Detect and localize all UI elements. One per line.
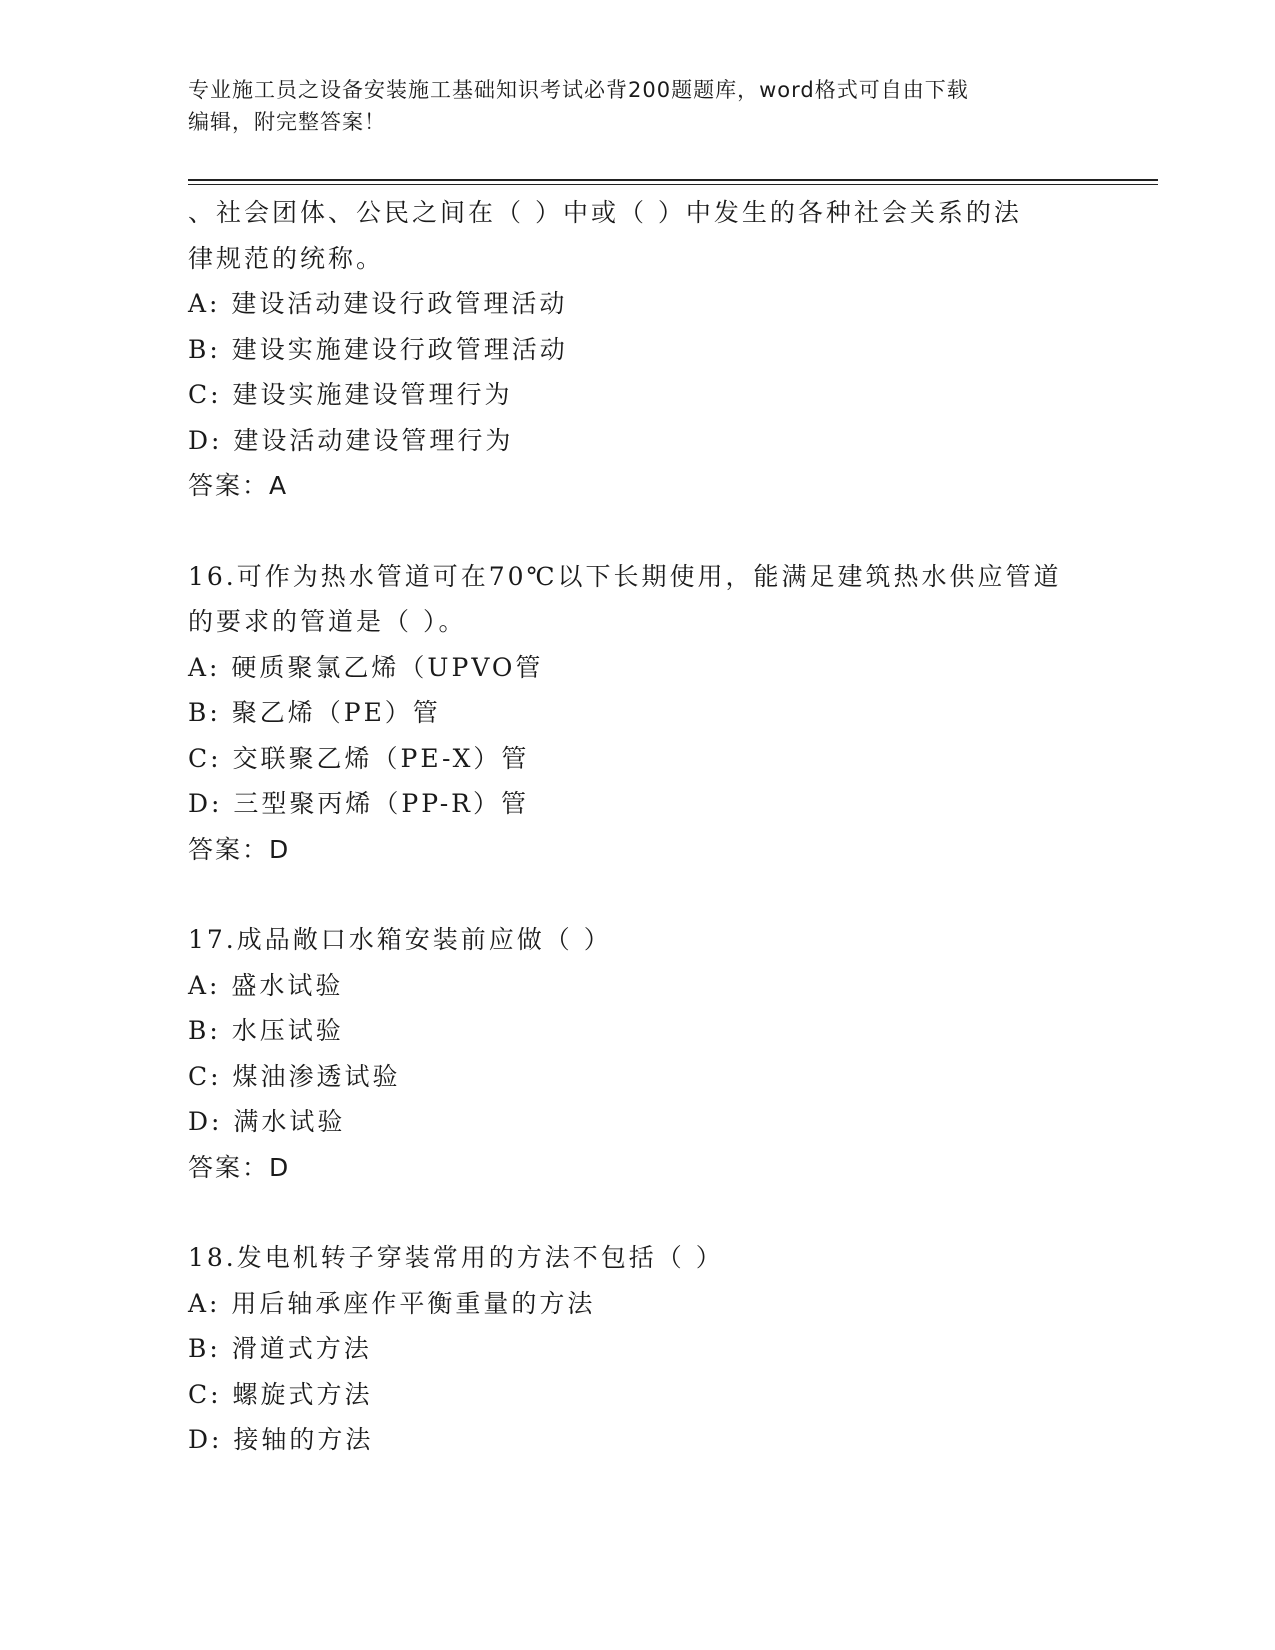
question-18: [188, 1235, 1088, 1463]
question-15-option-a: A: 建设活动建设行政管理活动: [188, 289, 568, 318]
question-17-option-c: C: 煤油渗透试验: [188, 1061, 401, 1091]
question-16-option-b: B: 聚乙烯（PE）管: [188, 698, 441, 727]
question-18-stem-line-1: 18.发电机转子穿装常用的方法不包括（ ）: [188, 1243, 724, 1272]
question-16-stem-line-2: 的要求的管道是（ ）。: [188, 607, 467, 636]
header-divider-thick: [188, 179, 1158, 181]
question-18-option-b: B: 滑道式方法: [188, 1334, 372, 1363]
header-title-line-2: 编辑，附完整答案！: [188, 110, 386, 134]
question-15-option-c: C: 建设实施建设管理行为: [188, 380, 513, 409]
header-title-line-1: 专业施工员之设备安装施工基础知识考试必背200题题库，word格式可自由下载: [188, 78, 969, 102]
question-17-option-a: A: 盛水试验: [188, 970, 344, 1000]
question-18-option-a: A: 用后轴承座作平衡重量的方法: [188, 1288, 596, 1318]
question-17: [188, 917, 1088, 1190]
question-15-option-d: D: 建设活动建设管理行为: [188, 425, 514, 455]
question-16-option-c: C: 交联聚乙烯（PE-X）管: [188, 743, 530, 773]
question-17-option-d: D: 满水试验: [188, 1107, 346, 1136]
question-16-stem-line-1: 16.可作为热水管道可在70℃以下长期使用，能满足建筑热水供应管道: [188, 561, 1062, 591]
question-16: [188, 554, 1088, 873]
question-17-option-b: B: 水压试验: [188, 1016, 344, 1045]
question-16-option-a: A: 硬质聚氯乙烯（UPVO管: [188, 652, 544, 682]
question-list: [188, 190, 1088, 1463]
question-spacer: [188, 872, 1088, 917]
header-divider-thin: [188, 184, 1158, 185]
question-15-answer: 答案：A: [188, 471, 289, 500]
document-header: [188, 74, 1088, 138]
question-15: [188, 190, 1088, 509]
question-15-stem-line-2: 律规范的统称。: [188, 243, 385, 273]
question-18-option-c: C: 螺旋式方法: [188, 1379, 373, 1409]
question-16-option-d: D: 三型聚丙烯（PP-R）管: [188, 789, 529, 818]
question-17-stem-line-1: 17.成品敞口水箱安装前应做（ ）: [188, 925, 612, 954]
question-spacer: [188, 509, 1088, 554]
question-18-option-d: D: 接轴的方法: [188, 1425, 374, 1454]
question-16-answer: 答案：D: [188, 834, 291, 864]
question-15-stem-line-1: 、社会团体、公民之间在（ ）中或（ ）中发生的各种社会关系的法: [188, 198, 1022, 227]
question-15-option-b: B: 建设实施建设行政管理活动: [188, 334, 568, 364]
question-spacer: [188, 1190, 1088, 1235]
question-17-answer: 答案：D: [188, 1152, 291, 1182]
